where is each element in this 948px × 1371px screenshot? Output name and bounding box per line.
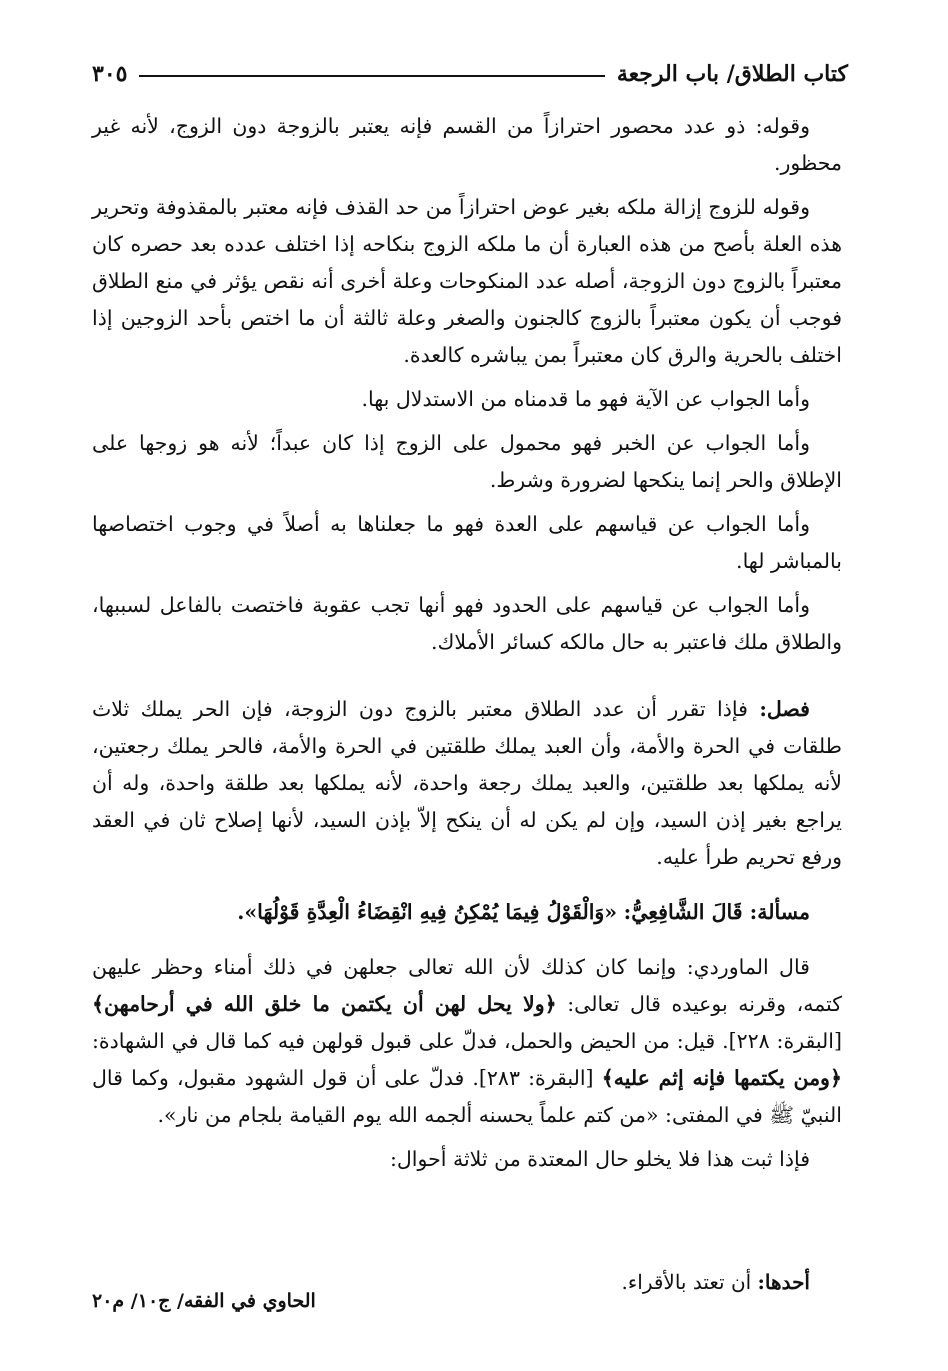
fasl-section — [92, 691, 842, 876]
header-title: كتاب الطلاق/ باب الرجعة — [616, 61, 848, 87]
mawardi-text: [البقرة: ٢٨٣]. فدلّ على أن قول الشهود مقبول، وكما قال النبيّ ﷺ في المفتى: «من كتم علماً يحسنه ألجمه الله يوم القيامة بلجام من نار». — [92, 1066, 842, 1127]
mawardi-text: [البقرة: ٢٢٨]. قيل: من الحيض والحمل، فدلّ على قبول قولهن فيه كما قال في الشهادة: — [92, 1029, 842, 1053]
ahaduha-label: أحدها: — [757, 1270, 810, 1294]
masala-heading — [92, 894, 842, 931]
paragraph: وأما الجواب عن الخبر فهو محمول على الزوج إذا كان عبداً؛ لأنه هو زوجها على الإطلاق والحر إنما ينكحها لضرورة وشرط. — [92, 431, 842, 492]
paragraph: وأما الجواب عن الآية فهو ما قدمناه من الاستدلال بها. — [361, 387, 810, 411]
masala-quote: «وَالْقَوْلُ فِيمَا يُمْكِنُ فِيهِ انْقِضَاءُ الْعِدَّةِ قَوْلُهَا». — [237, 900, 618, 924]
page-body — [92, 108, 842, 1185]
quran-verse: ﴿ولا يحل لهن أن يكتمن ما خلق الله في أرحامهن﴾ — [92, 992, 557, 1016]
mawardi-intro: قال الماوردي: وإنما كان كذلك لأن الله تعالى جعلهن في ذلك أمناء وحظر عليهن كتمه، وقرنه بوعيده قال تعالى: — [92, 955, 842, 1016]
paragraph: وأما الجواب عن قياسهم على العدة فهو ما جعلناها به أصلاً في وجوب اختصاصها بالمباشر لها. — [92, 512, 842, 573]
fasl-label: فصل: — [759, 697, 810, 721]
quran-verse: ﴿ومن يكتمها فإنه إثم عليه﴾ — [601, 1066, 842, 1090]
paragraph: وقوله للزوج إزالة ملكه بغير عوض احترازاً من حد القذف فإنه معتبر بالمقذوفة وتحرير هذه العلة بأصح من هذه العبارة أن ما ملكه الزوج بنكاحه إذا اختلف عدده بعد حصره كان معتبراً بالزوج دون الزوجة، أصله عدد المنكوحات وعلة أخرى أنه نقص يؤثر في منع الطلاق فوجب أن يكون معتبراً بالزوج كالجنون والصغر وعلة ثالثة أن ما اختص بأحد الزوجين إذا اختلف بالحرية والرق كان معتبراً بمن يباشره كالعدة. — [92, 195, 842, 367]
page-number: ٣٠٥ — [92, 61, 128, 87]
paragraph: وقوله: ذو عدد محصور احترازاً من القسم فإنه يعتبر بالزوجة دون الزوج، لأنه غير محظور. — [92, 114, 842, 175]
masala-label: مسألة: قَالَ الشَّافِعِيُّ: — [623, 900, 810, 924]
mawardi-paragraph — [92, 949, 842, 1134]
running-header — [92, 56, 848, 92]
ahaduha-text: أن تعتد بالأقراء. — [621, 1270, 752, 1294]
paragraph: وأما الجواب عن قياسهم على الحدود فهو أنها تجب عقوبة فاختصت بالفاعل لسببها، والطلاق ملك فاعتبر به حال مالكه كسائر الأملاك. — [92, 593, 842, 654]
fasl-text: فإذا تقرر أن عدد الطلاق معتبر بالزوج دون الزوجة، فإن الحر يملك ثلاث طلقات في الحرة والأمة، وأن العبد يملك طلقتين في الحرة والأمة، فالحر يملك رجعتين، لأنه يملكها بعد طلقتين، والعبد يملك رجعة واحدة، لأنه يملكها بعد طلقة واحدة، وله أن يراجع بغير إذن السيد، وإن لم يكن له أن ينكح إلاّ بإذن السيد، لأنها إصلاح ثان في العقد ورفع تحريم طرأ عليه. — [92, 697, 842, 869]
footer-signature: الحاوي في الفقه/ ج١٠/ م٢٠ — [92, 1290, 316, 1312]
header-rule — [139, 75, 604, 77]
paragraph: فإذا ثبت هذا فلا يخلو حال المعتدة من ثلاثة أحوال: — [389, 1147, 810, 1171]
